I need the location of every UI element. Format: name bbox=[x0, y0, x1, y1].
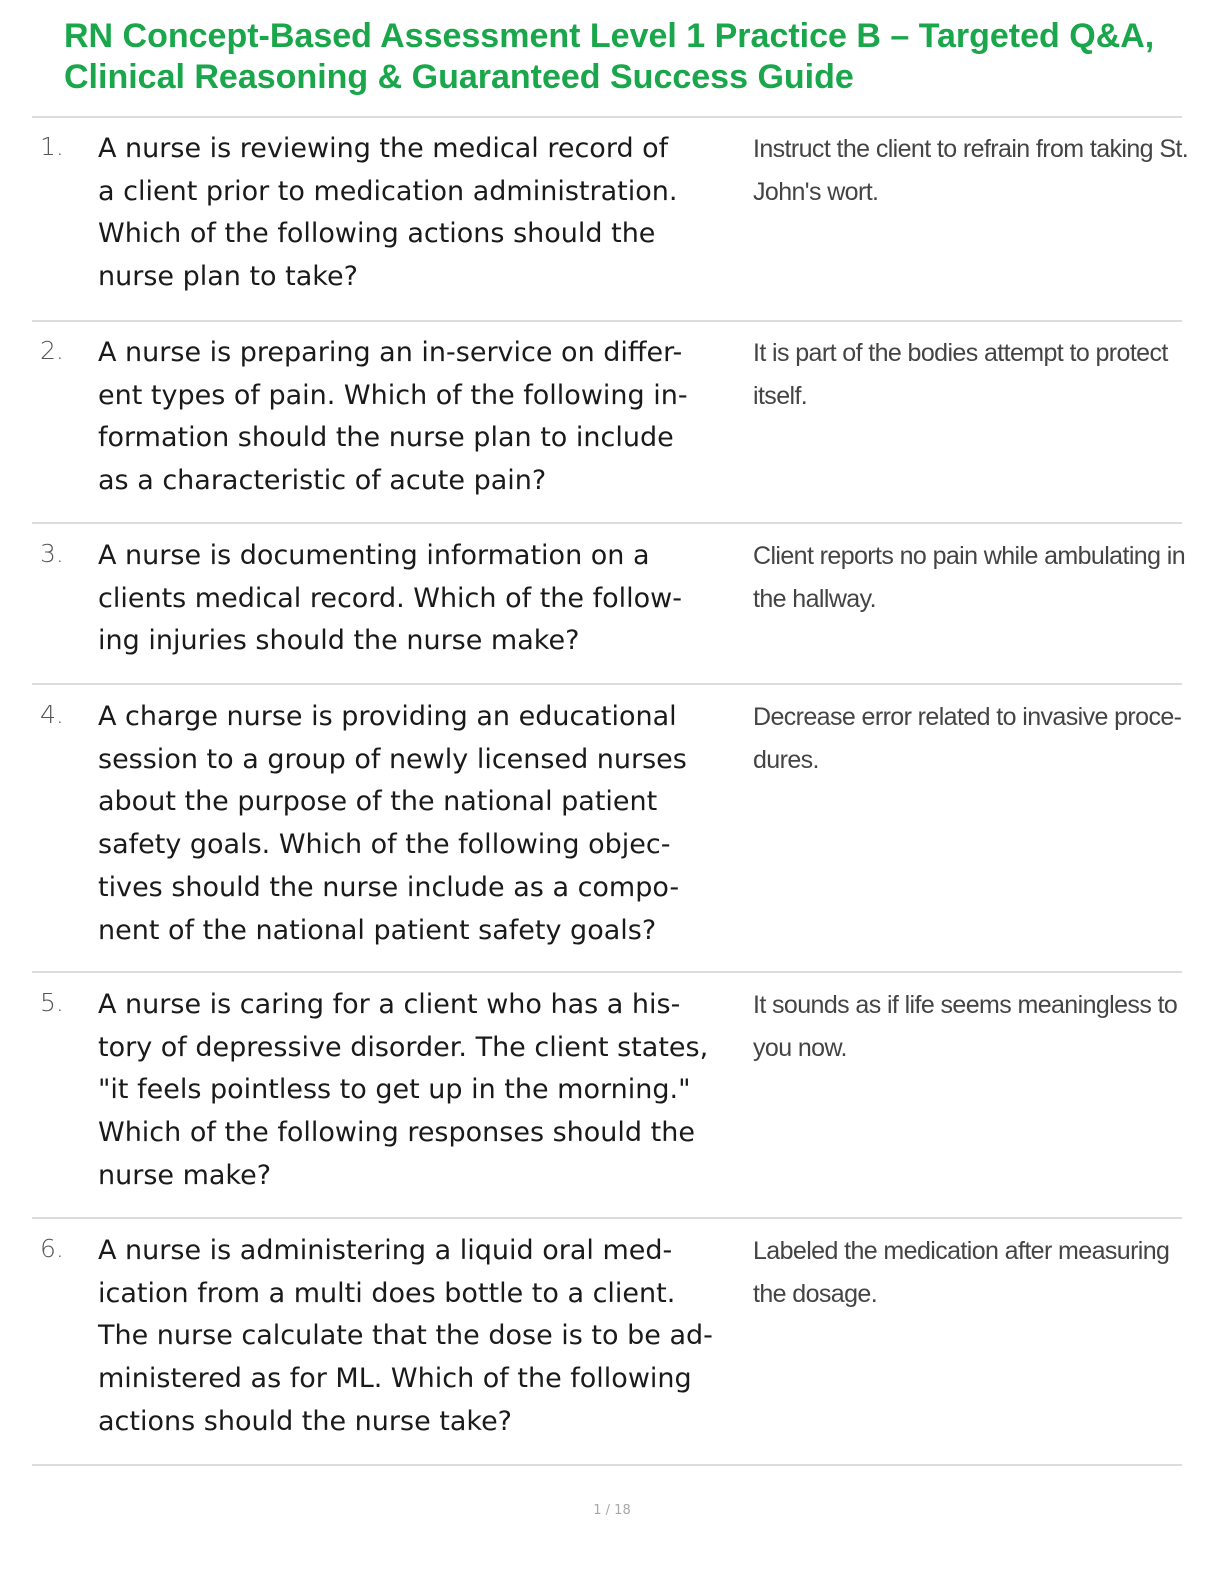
divider bbox=[32, 522, 1182, 524]
divider bbox=[32, 683, 1182, 685]
answer-line: It is part of the bodies attempt to protect bbox=[753, 339, 1168, 367]
answer-line: It sounds as if life seems meaningless to bbox=[753, 991, 1178, 1019]
question-line: as a characteristic of acute pain? bbox=[98, 465, 547, 497]
question-line: a client prior to medication administration. bbox=[98, 175, 678, 207]
answer-text bbox=[753, 128, 1189, 214]
question-line: ministered as for ML. Which of the following bbox=[98, 1363, 692, 1395]
question-line: clients medical record. Which of the follow- bbox=[98, 582, 682, 614]
question-text bbox=[98, 984, 748, 1198]
divider bbox=[32, 1217, 1182, 1219]
question-line: A nurse is documenting information on a bbox=[98, 540, 650, 571]
question-number: 4. bbox=[40, 700, 64, 729]
answer-text bbox=[753, 696, 1182, 782]
question-text bbox=[98, 1230, 748, 1444]
question-line: The nurse calculate that the dose is to be ad- bbox=[98, 1320, 713, 1352]
question-number: 3. bbox=[40, 539, 64, 568]
question-line: A nurse is caring for a client who has a his- bbox=[98, 989, 681, 1020]
question-line: "it feels pointless to get up in the morning." bbox=[98, 1074, 691, 1106]
question-line: A nurse is preparing an in-service on differ- bbox=[98, 337, 683, 368]
question-line: about the purpose of the national patient bbox=[98, 786, 658, 818]
question-line: tives should the nurse include as a compo- bbox=[98, 871, 680, 903]
question-number: 2. bbox=[40, 336, 64, 365]
question-line: nurse plan to take? bbox=[98, 261, 358, 293]
document-title bbox=[64, 16, 1214, 98]
question-line: ent types of pain. Which of the following in- bbox=[98, 379, 688, 411]
question-line: Which of the following responses should the bbox=[98, 1117, 695, 1149]
divider bbox=[32, 1464, 1182, 1466]
answer-line: dures. bbox=[753, 746, 819, 774]
question-text bbox=[98, 535, 748, 663]
answer-line: the hallway. bbox=[753, 585, 876, 613]
question-line: actions should the nurse take? bbox=[98, 1405, 513, 1437]
question-line: ication from a multi does bottle to a client. bbox=[98, 1277, 676, 1309]
question-line: nurse make? bbox=[98, 1159, 272, 1191]
title-line-1: RN Concept-Based Assessment Level 1 Practice B – Targeted Q&A, bbox=[64, 17, 1155, 55]
divider bbox=[32, 320, 1182, 322]
answer-line: itself. bbox=[753, 382, 808, 410]
question-line: session to a group of newly licensed nurses bbox=[98, 743, 687, 775]
question-line: A charge nurse is providing an educational bbox=[98, 701, 677, 732]
answer-line: Client reports no pain while ambulating in bbox=[753, 542, 1186, 570]
answer-line: the dosage. bbox=[753, 1280, 878, 1308]
question-line: nent of the national patient safety goals? bbox=[98, 914, 657, 946]
answer-line: Labeled the medication after measuring bbox=[753, 1237, 1170, 1265]
question-number: 1. bbox=[40, 132, 64, 161]
answer-line: you now. bbox=[753, 1034, 847, 1062]
question-line: safety goals. Which of the following objec- bbox=[98, 829, 671, 861]
question-line: A nurse is reviewing the medical record of bbox=[98, 133, 669, 164]
question-text bbox=[98, 128, 748, 299]
answer-text bbox=[753, 332, 1173, 418]
question-number: 5. bbox=[40, 988, 64, 1017]
title-line-2: Clinical Reasoning & Guaranteed Success Guide bbox=[64, 58, 854, 96]
question-line: tory of depressive disorder. The client states, bbox=[98, 1031, 709, 1063]
question-line: formation should the nurse plan to include bbox=[98, 422, 674, 454]
divider bbox=[32, 116, 1182, 118]
question-text bbox=[98, 696, 748, 952]
question-line: Which of the following actions should the bbox=[98, 218, 656, 250]
answer-line: John's wort. bbox=[753, 178, 879, 206]
question-line: ing injuries should the nurse make? bbox=[98, 625, 580, 657]
divider bbox=[32, 971, 1182, 973]
answer-text bbox=[753, 535, 1186, 621]
page-number: 1 / 18 bbox=[593, 1503, 631, 1518]
question-text bbox=[98, 332, 748, 503]
answer-text bbox=[753, 984, 1178, 1070]
answer-line: Decrease error related to invasive proce- bbox=[753, 703, 1182, 731]
answer-line: Instruct the client to refrain from taking St. bbox=[753, 135, 1189, 163]
question-line: A nurse is administering a liquid oral med- bbox=[98, 1235, 673, 1266]
question-number: 6. bbox=[40, 1234, 64, 1263]
answer-text bbox=[753, 1230, 1173, 1316]
